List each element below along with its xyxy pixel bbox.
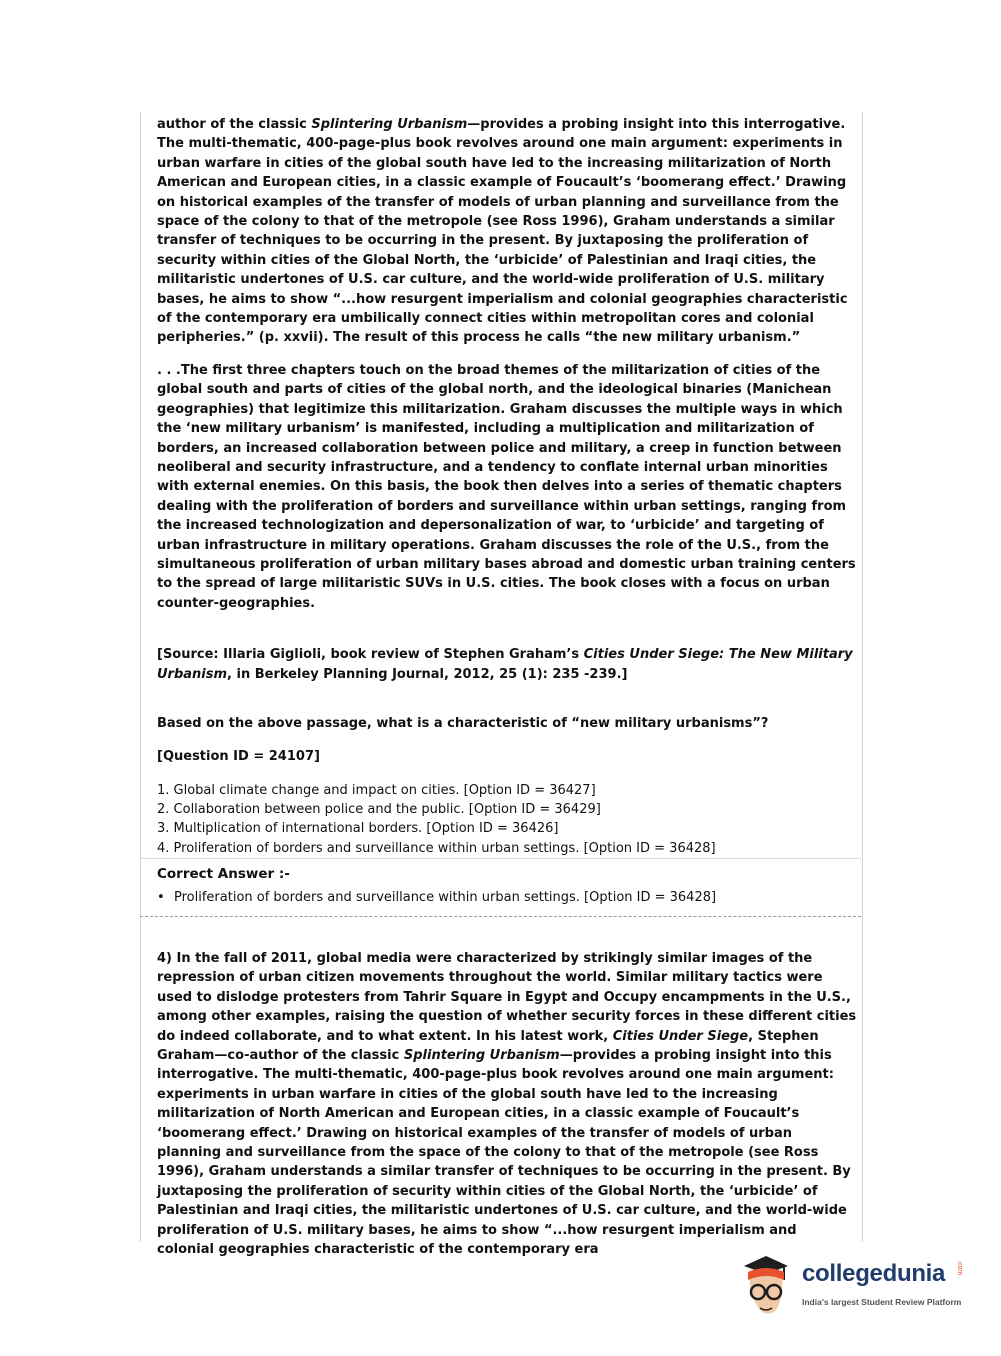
logo-tagline: India's largest Student Review Platform xyxy=(802,1297,962,1307)
mascot-icon xyxy=(740,1250,798,1330)
source-citation xyxy=(157,645,857,684)
paragraph1-body: —provides a probing insight into this interrogative. The multi-thematic, 400-page-plus book revolves around one main argument: experiments in urban warfare in cities of the global south have led to the increasing militarization of North American and European cities, in a classic example of Foucault’s ‘boomerang effect.’ Drawing on historical examples of the transfer of models of urban planning and surveillance from the space of the colony to that of the metropole (see Ross 1996), Graham understands a similar transfer of techniques to be occurring in the present. By juxtaposing the proliferation of security within cities of the Global North, the ‘urbicide’ of Palestinian and Iraqi cities, the militaristic undertones of U.S. car culture, and the world-wide proliferation of U.S. military bases, he aims to show “...how resurgent imperialism and colonial geographies characteristic of the contemporary era umbilically connect cities within metropolitan cores and colonial peripheries.” (p. xxvii). The result of this process he calls “the new military urbanism.” xyxy=(157,117,848,346)
correct-answer-text: Proliferation of borders and surveillance within urban settings. [Option ID = 36428] xyxy=(174,890,717,905)
q4-body: —provides a probing insight into this interrogative. The multi-thematic, 400-page-plus book revolves around one main argument: experiments in urban warfare in cities of the global south have led to the increasing militarization of North American and European cities, in a classic example of Foucault’s ‘boomerang effect.’ Drawing on historical examples of the transfer of models of urban planning and surveillance from the space of the colony to that of the metropole (see Ross 1996), Graham understands a similar transfer of techniques to be occurring in the present. By juxtaposing the proliferation of security within cities of the Global North, the ‘urbicide’ of Palestinian and Iraqi cities, the militaristic undertones of U.S. car culture, and the world-wide proliferation of U.S. military bases, he aims to show “...how resurgent imperialism and colonial geographies characteristic of the contemporary era xyxy=(157,1048,851,1258)
question-4-paragraph xyxy=(157,949,857,1260)
bullet-icon: • xyxy=(157,890,165,905)
source-prefix: [Source: Illaria Giglioli, book review of Stephen Graham’s xyxy=(157,647,584,663)
q4-intro: 4) In the fall of 2011, global media were characterized by strikingly similar images of the repression of urban citizen movements throughout the world. Similar military tactics were used to dislodge protesters from Tahrir Square in Egypt and Occupy encampments in the U.S., among other examples, raising the question of whether security forces in these different cities do indeed collaborate, and to what extent. In his latest work, xyxy=(157,951,857,1044)
passage-paragraph-1 xyxy=(157,115,857,348)
options-list xyxy=(157,781,857,858)
passage-content xyxy=(157,115,857,858)
correct-answer-item xyxy=(157,888,857,907)
answer-divider xyxy=(140,858,861,859)
source-title: Cities Under Siege: The New Military Urbanism xyxy=(157,647,853,682)
option-4[interactable]: 4. Proliferation of borders and surveillance within urban settings. [Option ID = 36428] xyxy=(157,840,716,856)
logo-domain: .com xyxy=(956,1260,963,1276)
question-text: Based on the above passage, what is a characteristic of “new military urbanisms”? xyxy=(157,715,769,731)
collegedunia-logo[interactable] xyxy=(740,1250,970,1330)
paragraph1-lead: author of the classic xyxy=(157,117,312,132)
logo-wordmark: collegedunia xyxy=(802,1260,946,1287)
option-2[interactable]: 2. Collaboration between police and the public. [Option ID = 36429] xyxy=(157,802,601,818)
correct-answer-title: Correct Answer :- xyxy=(157,866,290,882)
correct-answer-block xyxy=(157,866,857,907)
passage-paragraph-2: . . .The first three chapters touch on the broad themes of the militarization of cities of the global south and parts of cities of the global north, and the ideological binaries (Manichean geographies) that legitimize this militarization. Graham discusses the multiple ways in which the ‘new military urbanism’ is manifested, including a multiplication and militarization of borders, an increased collaboration between police and military, a creep in function between neoliberal and security infrastructure, and a tendency to conflate internal urban minorities with external enemies. On this basis, the book then delves into a series of thematic chapters dealing with the proliferation of borders and surveillance within urban settings, ranging from the increased technologization and depersonalization of war, to ‘urbicide’ and targeting of urban infrastructure in military operations. Graham discusses the role of the U.S., from the simultaneous proliferation of urban military bases abroad and domestic urban training centers to the spread of large militaristic SUVs in U.S. cities. The book closes with a focus on urban counter-geographies. xyxy=(157,362,856,611)
option-1[interactable]: 1. Global climate change and impact on cities. [Option ID = 36427] xyxy=(157,782,596,798)
question-id: [Question ID = 24107] xyxy=(157,749,320,765)
q4-intro-after: , Stephen Graham—co-author of the classic xyxy=(157,1028,819,1064)
question-4-passage xyxy=(157,949,857,1260)
question-separator xyxy=(140,916,861,917)
paragraph1-book-title: Splintering Urbanism xyxy=(311,117,468,132)
option-3[interactable]: 3. Multiplication of international borders. [Option ID = 36426] xyxy=(157,821,559,837)
q4-book-title: Cities Under Siege xyxy=(612,1028,749,1044)
source-suffix: , in Berkeley Planning Journal, 2012, 25 (1): 235 -239.] xyxy=(227,666,628,682)
q4-book-title-2: Splintering Urbanism xyxy=(403,1048,560,1064)
